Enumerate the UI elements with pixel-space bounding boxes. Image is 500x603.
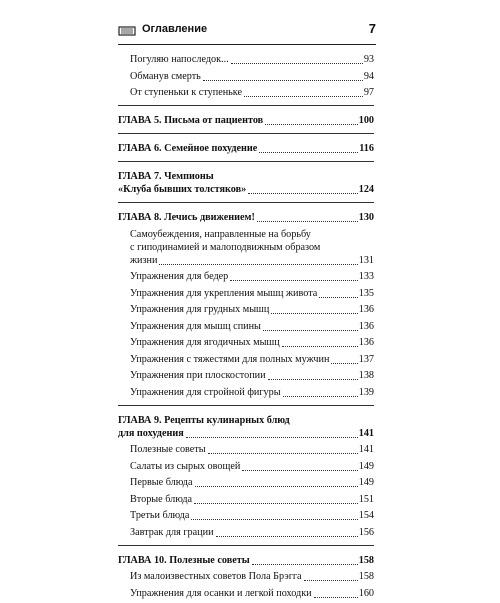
book-icon	[118, 26, 136, 36]
toc-chapter-page: 158	[358, 554, 374, 566]
header-divider	[118, 44, 376, 45]
section-divider	[118, 105, 374, 106]
toc-entry-page: 141	[358, 444, 374, 455]
toc-entry[interactable]	[118, 70, 374, 83]
toc-entry-page: 133	[358, 271, 374, 282]
toc-leader-dots	[186, 429, 358, 438]
toc-entry-page: 138	[358, 370, 374, 381]
toc-entry-title-line: с гиподинамией и малоподвижным образом	[130, 241, 321, 253]
toc-entry-page: 94	[363, 70, 374, 82]
section-divider	[118, 161, 374, 162]
toc-entry-title: Обманув смерть	[130, 70, 201, 82]
toc-entry-page: 149	[358, 460, 374, 472]
toc-leader-dots	[265, 116, 358, 125]
toc-entry-page: 156	[358, 526, 374, 538]
toc-chapter-title-line: для похудения	[118, 427, 184, 439]
toc-entry-page: 97	[363, 87, 374, 98]
toc-entry-title: Упражнения для ягодичных мышц	[130, 337, 280, 348]
toc-leader-dots	[208, 445, 358, 454]
toc-leader-dots	[257, 213, 358, 222]
toc-entry-title: Из малоизвестных советов Пола Брэгга	[130, 571, 302, 582]
section-divider	[118, 405, 374, 406]
toc-entry[interactable]	[118, 443, 374, 456]
toc-entry[interactable]	[118, 509, 374, 522]
toc-leader-dots	[231, 55, 363, 64]
toc-entry[interactable]	[118, 460, 374, 473]
toc-entry-page: 158	[358, 571, 374, 582]
section-divider	[118, 545, 374, 546]
toc-entry-page: 136	[358, 304, 374, 315]
toc-entry[interactable]	[118, 270, 374, 283]
toc-entry-title: Упражнения для мышц спины	[130, 320, 261, 332]
toc-entry[interactable]	[118, 493, 374, 506]
toc-entry-title: Упражнения для осанки и легкой походки	[130, 587, 312, 599]
section-divider	[118, 133, 374, 134]
toc-leader-dots	[314, 589, 358, 598]
toc-entry-page: 136	[358, 320, 374, 332]
toc-entry-title: Вторые блюда	[130, 493, 193, 505]
toc-entry[interactable]	[118, 353, 374, 366]
toc-entry-title: Упражнения для укрепления мышц живота	[130, 287, 318, 299]
toc-entry[interactable]	[118, 369, 374, 382]
toc-chapter-page: 141	[358, 427, 374, 439]
toc-entry[interactable]	[118, 587, 374, 600]
toc-leader-dots	[252, 556, 358, 565]
toc-leader-dots	[216, 528, 358, 537]
toc-chapter-title: ГЛАВА 8. Лечись движением!	[118, 212, 255, 223]
toc-entry[interactable]	[118, 570, 374, 583]
page-title: Оглавление	[142, 23, 208, 35]
toc-entry[interactable]	[118, 386, 374, 399]
toc-chapter-page: 130	[358, 212, 374, 223]
toc-leader-dots	[259, 144, 358, 153]
toc-entry-title: От ступеньки к ступеньке	[130, 87, 243, 98]
toc-entry-title-line: Самоубеждения, направленные на борьбу	[130, 228, 311, 240]
toc-chapter-8[interactable]	[118, 211, 374, 224]
toc-chapter-page: 116	[359, 143, 374, 154]
toc-entry[interactable]	[118, 86, 374, 99]
toc-leader-dots	[194, 495, 358, 504]
page-number: 7	[368, 21, 376, 36]
toc-leader-dots	[195, 478, 358, 487]
toc-entry-title: Упражнения при плоскостопии	[130, 370, 266, 381]
toc-chapter-title-line: ГЛАВА 9. Рецепты кулинарных блюд	[118, 414, 290, 426]
toc-chapter-page: 100	[358, 115, 374, 126]
toc-chapter-title-line: ГЛАВА 7. Чемпионы	[118, 171, 214, 182]
toc-leader-dots	[304, 572, 358, 581]
toc-entry[interactable]	[118, 476, 374, 489]
toc-entry-title: Салаты из сырых овощей	[130, 460, 241, 472]
section-divider	[118, 202, 374, 203]
toc-leader-dots	[191, 511, 357, 520]
toc-chapter-9[interactable]	[118, 414, 374, 440]
toc-chapter-title: ГЛАВА 5. Письма от пациентов	[118, 115, 264, 126]
toc-entry[interactable]	[118, 320, 374, 333]
toc-entry-title: Упражнения для грудных мышц	[130, 304, 270, 315]
toc-chapter-7[interactable]	[118, 170, 374, 196]
toc-entry[interactable]	[118, 53, 374, 66]
toc-entry-title: Полезные советы	[130, 444, 206, 455]
toc-chapter-title: ГЛАВА 6. Семейное похудение	[118, 143, 258, 154]
toc-entry-title: Завтрак для грации	[130, 526, 214, 538]
toc-entry-page: 93	[363, 54, 374, 65]
toc-entry-title-line: жизни	[130, 254, 158, 266]
toc-leader-dots	[283, 388, 358, 397]
toc-chapter-page: 124	[358, 184, 374, 195]
toc-leader-dots	[203, 72, 363, 81]
toc-leader-dots	[248, 185, 358, 194]
toc-entry-title: Упражнения для стройной фигуры	[130, 386, 281, 398]
toc-entry[interactable]	[118, 287, 374, 300]
toc-entry-title: Упражнения с тяжестями для полных мужчин	[130, 353, 330, 365]
toc-leader-dots	[244, 88, 363, 97]
toc-chapter-title-line: «Клуба бывших толстяков»	[118, 184, 247, 195]
toc-chapter-10[interactable]	[118, 554, 374, 567]
toc-leader-dots	[230, 272, 357, 281]
toc-entry-page: 137	[358, 353, 374, 365]
toc-leader-dots	[242, 462, 357, 471]
toc-entry[interactable]	[118, 228, 374, 267]
toc-entry-page: 131	[358, 254, 374, 266]
toc-chapter-6[interactable]	[118, 142, 374, 155]
toc-entry-page: 154	[358, 510, 374, 521]
toc-entry-page: 149	[358, 477, 374, 488]
toc-leader-dots	[271, 305, 357, 314]
toc-entry-title: Первые блюда	[130, 477, 193, 488]
toc-leader-dots	[263, 322, 358, 331]
toc-entry-page: 139	[358, 386, 374, 398]
toc-entry[interactable]	[118, 526, 374, 539]
table-of-contents	[118, 53, 374, 603]
toc-entry-title: Упражнения для бедер	[130, 271, 229, 282]
page-header	[118, 22, 376, 40]
toc-entry[interactable]	[118, 336, 374, 349]
toc-entry-page: 151	[358, 493, 374, 505]
toc-leader-dots	[159, 256, 357, 265]
toc-entry-page: 160	[358, 587, 374, 599]
toc-entry-page: 136	[358, 337, 374, 348]
toc-leader-dots	[282, 338, 358, 347]
toc-leader-dots	[319, 289, 357, 298]
toc-leader-dots	[331, 355, 357, 364]
toc-entry-page: 135	[358, 287, 374, 299]
toc-entry[interactable]	[118, 303, 374, 316]
toc-chapter-5[interactable]	[118, 114, 374, 127]
toc-leader-dots	[268, 371, 358, 380]
toc-entry-title: Погуляю напоследок...	[130, 54, 229, 65]
toc-entry-title: Третьи блюда	[130, 510, 190, 521]
toc-chapter-title: ГЛАВА 10. Полезные советы	[118, 554, 250, 566]
